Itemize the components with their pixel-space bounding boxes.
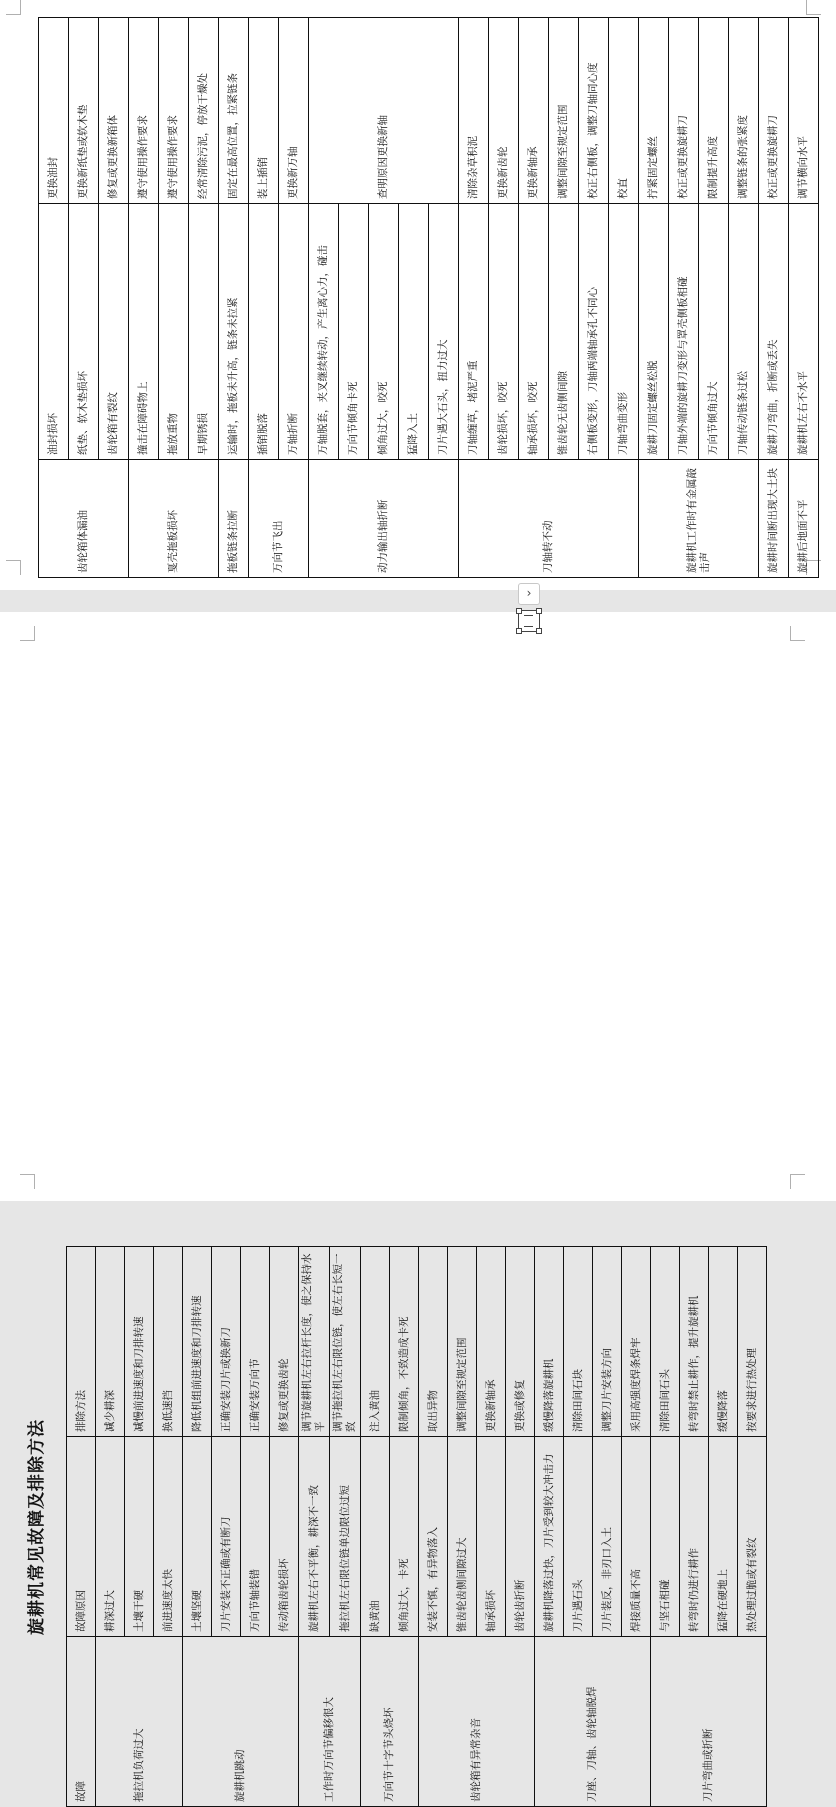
cause-cell: 刀轴缠草，堵泥严重 [459, 204, 489, 460]
fault-cell: 旋耕机工作时有金属敲击声 [639, 460, 759, 578]
fault-cell: 齿轮箱体漏油 [39, 460, 129, 578]
cause-cell: 安装不慎，有异物落入 [419, 1437, 448, 1637]
cause-cell: 耕深过大 [96, 1437, 125, 1637]
table-row [96, 1247, 125, 1807]
fault-table-continued [38, 17, 819, 578]
cause-cell: 锥齿轮齿侧间隙过大 [448, 1437, 477, 1637]
cause-cell: 倾角过大，卡死 [390, 1437, 419, 1637]
remedy-cell: 调节旋耕机左右拉杆长度，使之保持水平 [299, 1247, 330, 1437]
cause-cell: 早期锈损 [189, 204, 219, 460]
cause-cell: 纸垫、软木垫损坏 [69, 204, 99, 460]
remedy-cell: 校直 [609, 18, 639, 204]
remedy-cell: 修复或更换齿轮 [270, 1247, 299, 1437]
cause-cell: 转弯时仍进行耕作 [680, 1437, 709, 1637]
remedy-cell: 正确安装刀片或换新刀 [212, 1247, 241, 1437]
cause-cell: 猛降在硬地上 [709, 1437, 738, 1637]
remedy-cell: 更换新轴承 [519, 18, 549, 204]
document-title: 旋耕机常见故障及排除方法 [27, 1419, 47, 1635]
cause-cell: 猛降入土 [399, 204, 429, 460]
remedy-cell: 清除田间石块 [564, 1247, 593, 1437]
document-page-1 [0, 612, 836, 1802]
table-row [419, 1247, 448, 1807]
crop-mark [6, 0, 21, 15]
remedy-cell: 减慢前进速度和刀排转速 [125, 1247, 154, 1437]
table-row [759, 18, 789, 578]
remedy-cell: 经常清除污泥，停放干燥处 [189, 18, 219, 204]
table-row [651, 1247, 680, 1807]
remedy-cell: 固定在最高位置，拉紧链条 [219, 18, 249, 204]
cause-cell: 旋耕机左右不水平 [789, 204, 819, 460]
cause-cell: 运输时，拖板未升高，链条未拉紧 [219, 204, 249, 460]
cause-cell: 撞击在障碍物上 [129, 204, 159, 460]
remedy-cell: 更换新齿轮 [489, 18, 519, 204]
crop-mark [790, 626, 805, 641]
remedy-cell: 转弯时禁止耕作，提升旋耕机 [680, 1247, 709, 1437]
remedy-cell: 限制倾角，不致造成卡死 [390, 1247, 419, 1437]
cause-cell: 插销脱落 [249, 204, 279, 460]
remedy-cell: 更换或修复 [506, 1247, 535, 1437]
next-page-button[interactable]: › [518, 583, 540, 605]
cause-cell: 万向节轴装错 [241, 1437, 270, 1637]
table-row [639, 18, 669, 578]
fault-cell: 旋耕时间断出现大土块 [759, 460, 789, 578]
cause-cell: 万轴脱套，夹叉继续转动，产生离心力，碰击 [309, 204, 339, 460]
remedy-cell: 正确安装万向节 [241, 1247, 270, 1437]
table-row [129, 18, 159, 578]
remedy-cell: 调节拖拉机左右限位链，使左右长短一致 [330, 1247, 361, 1437]
remedy-cell: 清除杂草积泥 [459, 18, 489, 204]
remedy-cell: 遵守使用操作要求 [129, 18, 159, 204]
document-page-2 [0, 0, 836, 590]
remedy-cell: 注入黄油 [361, 1247, 390, 1437]
fault-cell: 刀轴转不动 [459, 460, 639, 578]
table-row [39, 18, 69, 578]
remedy-cell: 校正或更换旋耕刀 [759, 18, 789, 204]
header-cell: 排除方法 [67, 1247, 96, 1437]
cause-cell: 刀片安装不正确或有断刀 [212, 1437, 241, 1637]
table-row [459, 18, 489, 578]
fault-cell: 万向节飞出 [249, 460, 309, 578]
remedy-cell: 调节横向水平 [789, 18, 819, 204]
cause-cell: 齿轮损坏，咬死 [489, 204, 519, 460]
remedy-cell: 降低机组前进速度和刀排转速 [183, 1247, 212, 1437]
cause-cell: 齿轮齿折断 [506, 1437, 535, 1637]
remedy-cell: 装上插销 [249, 18, 279, 204]
cause-cell: 油封损坏 [39, 204, 69, 460]
cause-cell: 旋耕刀弯曲，折断或丢失 [759, 204, 789, 460]
remedy-cell: 更换新万轴 [279, 18, 309, 204]
cause-cell: 万轴折断 [279, 204, 309, 460]
remedy-cell: 更换新纸垫或软木垫 [69, 18, 99, 204]
fault-cell: 工作时万向节偏移很大 [299, 1637, 361, 1807]
cause-cell: 旋耕机降落过快，刀片受到较大冲击力 [535, 1437, 564, 1637]
remedy-cell: 限制提升高度 [699, 18, 729, 204]
table-row [535, 1247, 564, 1807]
fault-cell: 齿轮箱有异常杂音 [419, 1637, 535, 1807]
cause-cell: 焊接质量不高 [622, 1437, 651, 1637]
table-row [789, 18, 819, 578]
remedy-cell: 校正右侧板，调整刀轴同心度 [579, 18, 609, 204]
cause-cell: 刀轴传动链条过松 [729, 204, 759, 460]
fault-cell: 拖拉机负荷过大 [96, 1637, 183, 1807]
table-row [249, 18, 279, 578]
crop-mark [20, 1174, 35, 1189]
remedy-cell: 取出异物 [419, 1247, 448, 1437]
remedy-cell: 调整刀片安装方向 [593, 1247, 622, 1437]
remedy-cell: 遵守使用操作要求 [159, 18, 189, 204]
cause-cell: 刀轴弯曲变形 [609, 204, 639, 460]
remedy-cell: 按要求进行热处理 [738, 1247, 767, 1437]
header-cell: 故障原因 [67, 1437, 96, 1637]
fault-cell: 戛壳拖板损坏 [129, 460, 219, 578]
fault-cell: 旋耕后地面不平 [789, 460, 819, 578]
table-row [219, 18, 249, 578]
remedy-cell: 校正或更换旋耕刀 [669, 18, 699, 204]
cause-cell: 右侧板变形，刀轴两端轴承孔不同心 [579, 204, 609, 460]
cause-cell: 轴承损坏 [477, 1437, 506, 1637]
fault-cell: 万向节十字节头烧坏 [361, 1637, 419, 1807]
cause-cell: 传动箱齿轮损坏 [270, 1437, 299, 1637]
table-row [361, 1247, 390, 1807]
header-cell: 故障 [67, 1637, 96, 1807]
image-resize-handle[interactable] [518, 610, 540, 632]
cause-cell: 拖放重物 [159, 204, 189, 460]
table-row [309, 18, 339, 578]
cause-cell: 万向节倾角卡死 [339, 204, 369, 460]
cause-cell: 土壤坚硬 [183, 1437, 212, 1637]
crop-mark [6, 560, 21, 575]
table-row [183, 1247, 212, 1807]
cause-cell: 与坚石相碰 [651, 1437, 680, 1637]
remedy-cell: 调整间隙至规定范围 [448, 1247, 477, 1437]
crop-mark [20, 626, 35, 641]
remedy-cell: 调整链条的张紧度 [729, 18, 759, 204]
fault-cell: 旋耕机跳动 [183, 1637, 299, 1807]
cause-cell: 刀片遇石头 [564, 1437, 593, 1637]
cause-cell: 齿轮箱有裂纹 [99, 204, 129, 460]
remedy-cell: 修复或更换新箱体 [99, 18, 129, 204]
cause-cell: 旋耕机左右不平衡，耕深不一致 [299, 1437, 330, 1637]
remedy-cell: 查明原因更换新轴 [309, 18, 459, 204]
cause-cell: 刀片遇大石头，扭力过大 [429, 204, 459, 460]
remedy-cell: 缓慢降落旋耕机 [535, 1247, 564, 1437]
table-header-row [67, 1247, 96, 1807]
fault-cell: 刀片弯曲或折断 [651, 1637, 767, 1807]
cause-cell: 倾角过大，咬死 [369, 204, 399, 460]
rotated-content [38, 17, 819, 578]
cause-cell: 万向节倾角过大 [699, 204, 729, 460]
remedy-cell: 调整间隙至规定范围 [549, 18, 579, 204]
remedy-cell: 减少耕深 [96, 1247, 125, 1437]
cause-cell: 刀片装反，非刃口入土 [593, 1437, 622, 1637]
crop-mark [790, 1174, 805, 1189]
cause-cell: 旋耕刀固定螺丝松脱 [639, 204, 669, 460]
fault-table [66, 1246, 767, 1807]
page-gap [0, 590, 836, 612]
table-row [299, 1247, 330, 1807]
cause-cell: 热处理过脆或有裂纹 [738, 1437, 767, 1637]
cause-cell: 前进速度太快 [154, 1437, 183, 1637]
rotated-content [27, 1246, 767, 1807]
cause-cell: 轴承损坏，咬死 [519, 204, 549, 460]
remedy-cell: 更换新轴承 [477, 1247, 506, 1437]
fault-cell: 动力输出轴折断 [309, 460, 459, 578]
cause-cell: 拖拉机左右限位链单边限位过短 [330, 1437, 361, 1637]
cause-cell: 锥齿轮无齿侧间隙 [549, 204, 579, 460]
crop-mark [806, 0, 821, 15]
remedy-cell: 缓慢降落 [709, 1247, 738, 1437]
cause-cell: 刀轴外端的旋耕刀变形与罩壳侧板相碰 [669, 204, 699, 460]
fault-cell: 刀座、刀轴、齿轮轴脱焊 [535, 1637, 651, 1807]
remedy-cell: 换低速挡 [154, 1247, 183, 1437]
cause-cell: 土壤干硬 [125, 1437, 154, 1637]
remedy-cell: 清除田间石头 [651, 1247, 680, 1437]
remedy-cell: 拧紧固定螺丝 [639, 18, 669, 204]
fault-cell: 拖板链条拉断 [219, 460, 249, 578]
remedy-cell: 采用高强度焊条焊牢 [622, 1247, 651, 1437]
cause-cell: 缺黄油 [361, 1437, 390, 1637]
remedy-cell: 更换油封 [39, 18, 69, 204]
